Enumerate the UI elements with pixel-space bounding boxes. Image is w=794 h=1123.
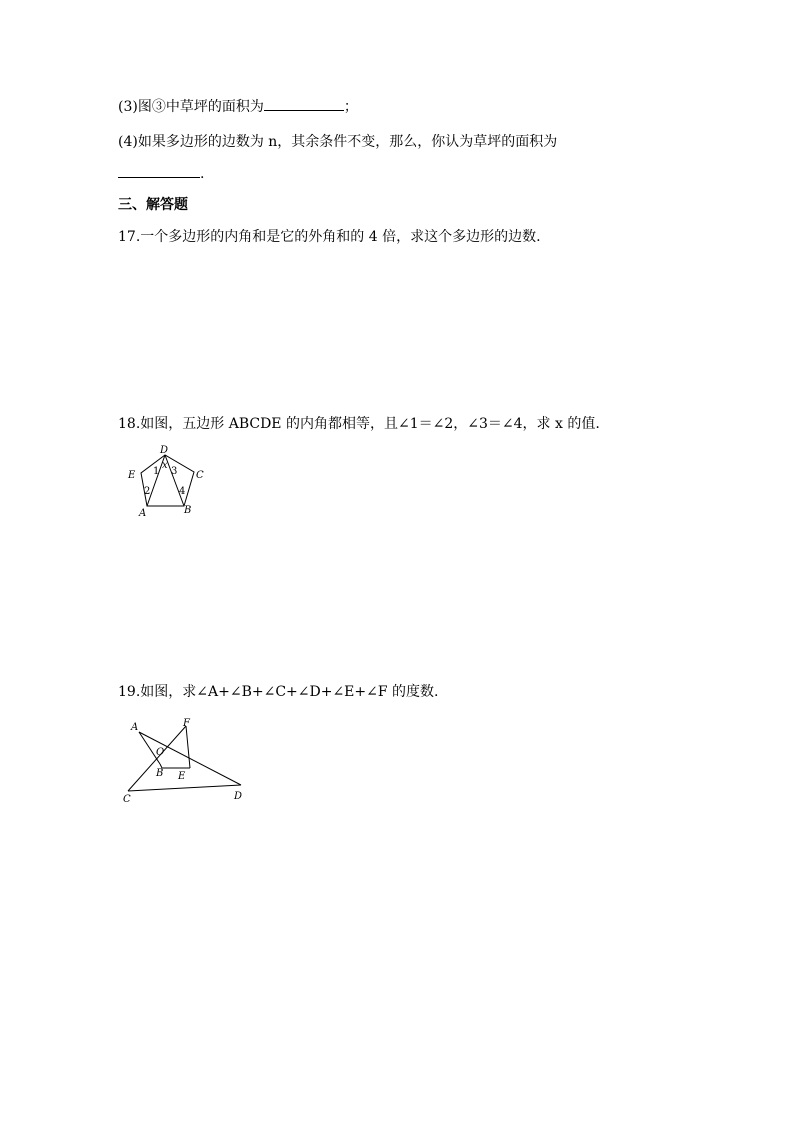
segment-ad (139, 732, 241, 785)
answer-blank-3[interactable] (264, 96, 344, 111)
angle-2-label: 2 (144, 486, 151, 497)
label-d: D (160, 445, 169, 456)
segment-be (160, 764, 190, 768)
pentagon-figure (118, 440, 218, 520)
question-3-suffix: ； (343, 99, 358, 115)
segment-fe (186, 726, 190, 768)
section-heading: 三、解答题 (118, 197, 188, 213)
diagonal-db (165, 455, 184, 506)
label-o: O (156, 747, 165, 758)
label-f: F (183, 718, 190, 729)
triangles-figure (118, 712, 254, 806)
angle-1-label: 1 (153, 466, 160, 477)
segment-cd (128, 785, 241, 791)
label-c: C (196, 470, 204, 481)
label-c: C (123, 794, 131, 805)
question-17: 17.一个多边形的内角和是它的外角和的 4 倍，求这个多边形的边数. (118, 229, 541, 245)
answer-blank-4[interactable] (118, 163, 200, 178)
question-4-answer-line (118, 163, 204, 183)
label-e: E (128, 470, 136, 481)
label-a: A (139, 508, 147, 519)
angle-4-label: 4 (179, 486, 186, 497)
question-19: 19.如图，求∠A+∠B+∠C+∠D+∠E+∠F 的度数. (118, 684, 439, 700)
label-b: B (184, 505, 192, 516)
question-3 (118, 96, 358, 116)
label-a: A (131, 722, 139, 733)
label-e: E (178, 771, 186, 782)
question-3-text: (3)图③中草坪的面积为 (118, 99, 264, 115)
angle-x-label: x (162, 460, 168, 471)
question-18: 18.如图，五边形 ABCDE 的内角都相等，且∠1＝∠2，∠3＝∠4，求 x 的值. (118, 416, 600, 432)
question-4-suffix: . (200, 166, 205, 182)
label-b: B (156, 768, 164, 779)
question-4 (118, 133, 557, 151)
label-d: D (234, 791, 243, 802)
question-4-text: (4)如果多边形的边数为 n，其余条件不变，那么，你认为草坪的面积为 (118, 134, 558, 150)
angle-3-label: 3 (171, 466, 178, 477)
